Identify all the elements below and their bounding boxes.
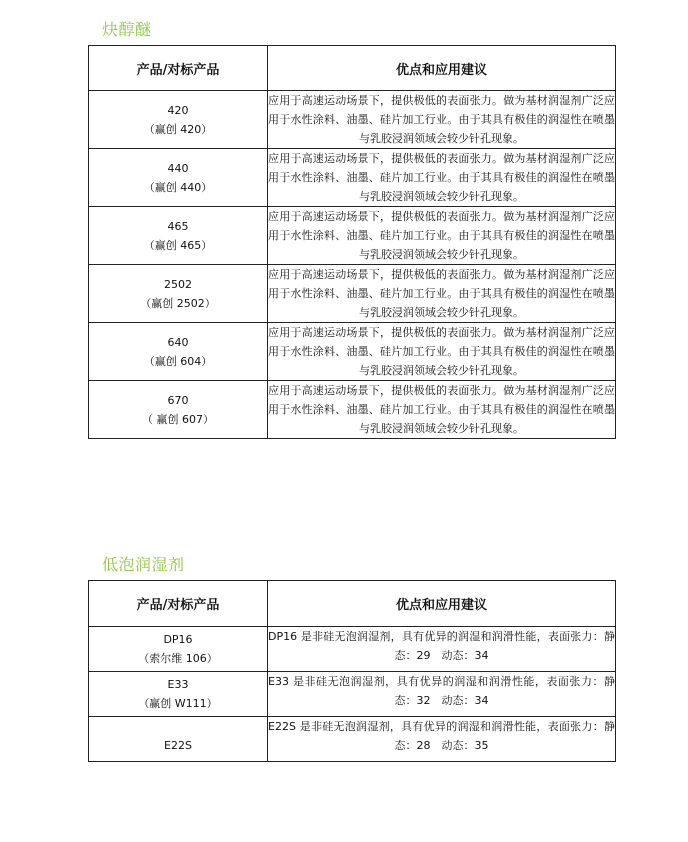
product-description: 应用于高速运动场景下，提供极低的表面张力。做为基材润湿剂广泛应用于水性涂料、油墨、硅片加工行业。由于其具有极佳的润湿性在喷墨与乳胶浸润领域会较少针孔现象。 xyxy=(268,381,616,439)
reference-product: （赢创 604） xyxy=(143,354,213,368)
product-description: E22S 是非硅无泡润湿剂，具有优异的润湿和润滑性能，表面张力：静态：28 动态：35 xyxy=(268,717,616,762)
reference-product: （赢创 465） xyxy=(143,238,213,252)
product-description: DP16 是非硅无泡润湿剂，具有优异的润湿和润滑性能，表面张力：静态：29 动态：34 xyxy=(268,627,616,672)
product-code: 2502 xyxy=(164,277,192,291)
product-code: DP16 xyxy=(163,633,193,646)
table-row xyxy=(89,672,616,717)
reference-product: （ 赢创 607） xyxy=(142,412,214,426)
product-description: E33 是非硅无泡润湿剂，具有优异的润湿和润滑性能，表面张力：静态：32 动态：34 xyxy=(268,672,616,717)
product-description: 应用于高速运动场景下，提供极低的表面张力。做为基材润湿剂广泛应用于水性涂料、油墨、硅片加工行业。由于其具有极佳的润湿性在喷墨与乳胶浸润领域会较少针孔现象。 xyxy=(268,323,616,381)
product-code: 640 xyxy=(167,335,189,349)
reference-product: （索尔维 106） xyxy=(138,652,218,665)
product-description: 应用于高速运动场景下，提供极低的表面张力。做为基材润湿剂广泛应用于水性涂料、油墨、硅片加工行业。由于其具有极佳的润湿性在喷墨与乳胶浸润领域会较少针孔现象。 xyxy=(268,91,616,149)
table-row xyxy=(89,265,616,323)
table-row xyxy=(89,717,616,762)
reference-product: （赢创 440） xyxy=(143,180,213,194)
section-title-low-foam-wetting-agent: 低泡润湿剂 xyxy=(102,555,185,574)
product-code: 440 xyxy=(167,161,189,175)
product-code: 420 xyxy=(167,103,189,117)
table-row xyxy=(89,207,616,265)
product-code: E22S xyxy=(164,739,192,752)
column-header-advantages: 优点和应用建议 xyxy=(268,46,616,91)
reference-product: （赢创 420） xyxy=(143,122,213,136)
section-title-alkynol-ether: 炔醇醚 xyxy=(102,20,152,39)
product-code: E33 xyxy=(167,678,189,691)
table-row xyxy=(89,149,616,207)
product-code: 670 xyxy=(167,393,189,407)
table-row xyxy=(89,91,616,149)
reference-product: （赢创 2502） xyxy=(140,296,216,310)
product-code: 465 xyxy=(167,219,189,233)
product-description: 应用于高速运动场景下，提供极低的表面张力。做为基材润湿剂广泛应用于水性涂料、油墨、硅片加工行业。由于其具有极佳的润湿性在喷墨与乳胶浸润领域会较少针孔现象。 xyxy=(268,149,616,207)
product-description: 应用于高速运动场景下，提供极低的表面张力。做为基材润湿剂广泛应用于水性涂料、油墨、硅片加工行业。由于其具有极佳的润湿性在喷墨与乳胶浸润领域会较少针孔现象。 xyxy=(268,207,616,265)
low-foam-wetting-agent-table xyxy=(88,580,616,762)
column-header-product: 产品/对标产品 xyxy=(89,46,268,91)
table-row xyxy=(89,627,616,672)
reference-product: （赢创 W111） xyxy=(138,697,218,710)
column-header-advantages: 优点和应用建议 xyxy=(268,581,616,627)
alkynol-ether-table xyxy=(88,45,616,439)
product-description: 应用于高速运动场景下，提供极低的表面张力。做为基材润湿剂广泛应用于水性涂料、油墨、硅片加工行业。由于其具有极佳的润湿性在喷墨与乳胶浸润领域会较少针孔现象。 xyxy=(268,265,616,323)
table-row xyxy=(89,323,616,381)
column-header-product: 产品/对标产品 xyxy=(89,581,268,627)
table-row xyxy=(89,381,616,439)
